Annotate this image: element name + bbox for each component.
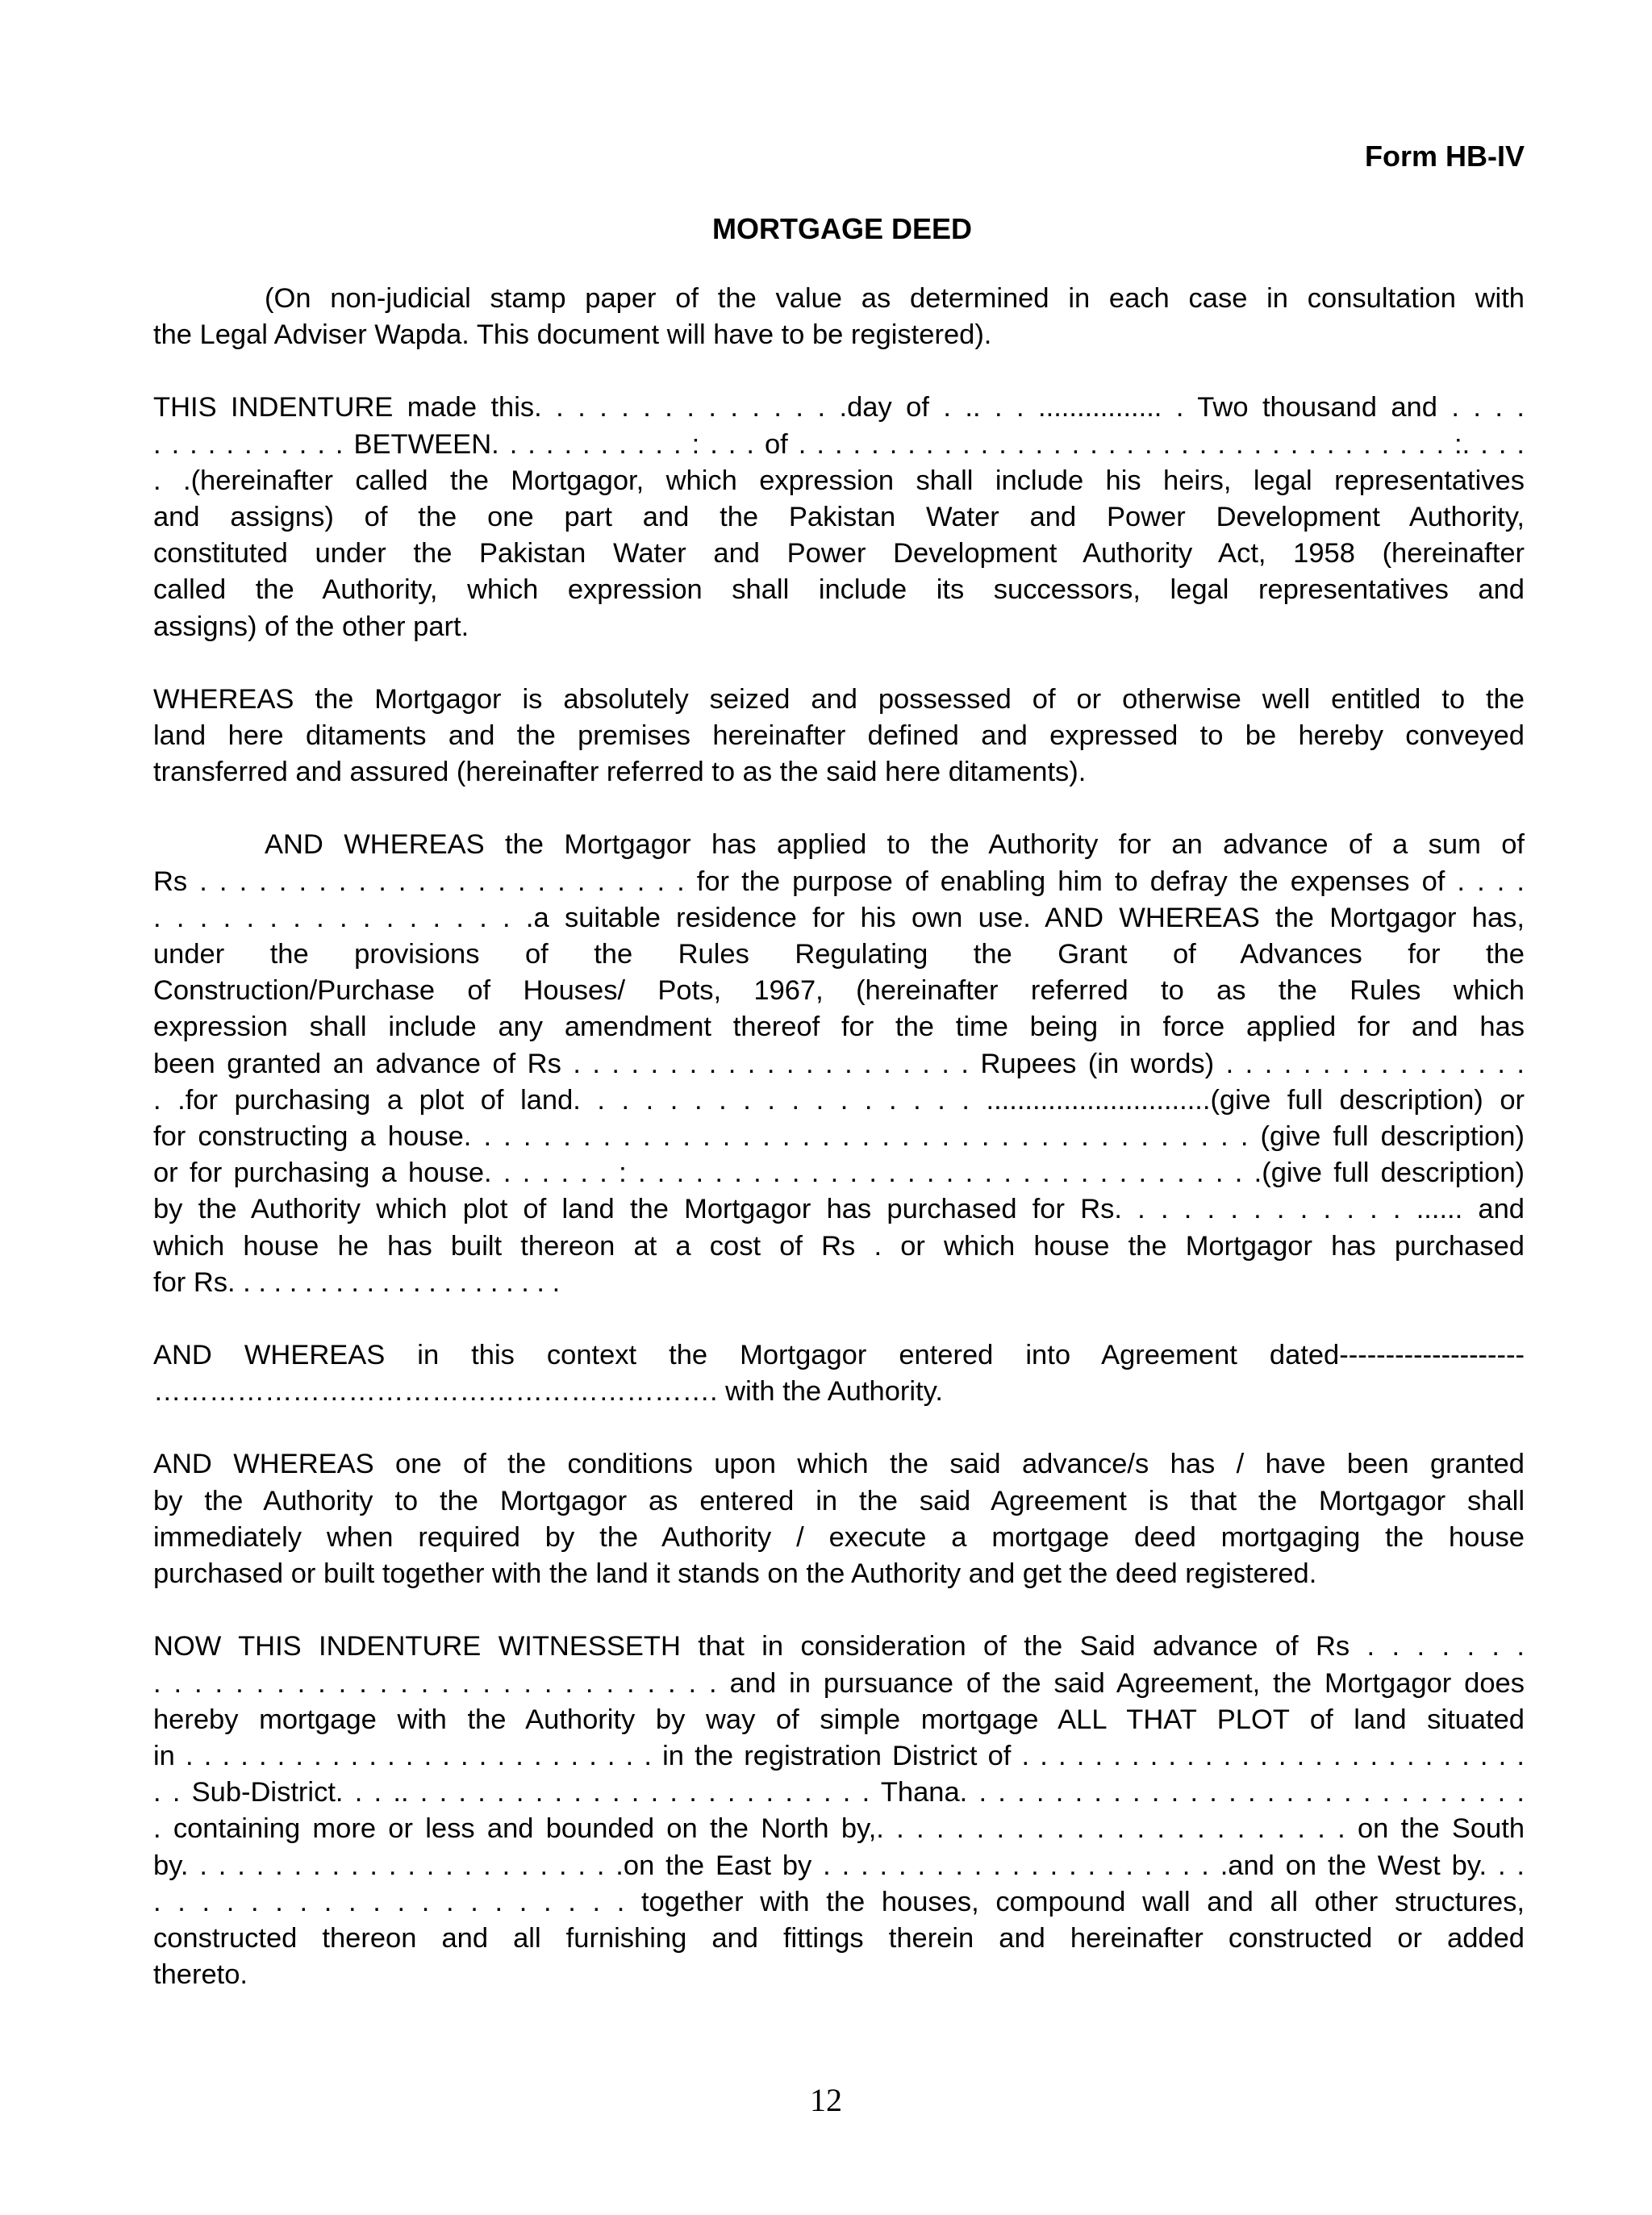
text-line: Construction/Purchase of Houses/ Pots, 1967, (hereinafter referred to as the Rules which xyxy=(153,975,1525,1007)
text-line: the Legal Adviser Wapda. This document will have to be registered). xyxy=(153,319,992,351)
paragraph-whereas-agreement xyxy=(153,1337,1525,1410)
text-line: in . . . . . . . . . . . . . . . . . . . . . . . . . . in the registration District of . . . . . . . . . . . . . . . . . . . . . . . . . . . . xyxy=(153,1740,1525,1771)
text-line: and assigns) of the one part and the Pakistan Water and Power Development Authority, xyxy=(153,502,1525,533)
paragraph-whereas-seized xyxy=(153,682,1525,791)
text-line: constructed thereon and all furnishing and fittings therein and hereinafter constructed or added xyxy=(153,1922,1525,1954)
paragraph-stamp-note xyxy=(153,281,1525,353)
deed-body xyxy=(153,281,1525,2029)
text-line: assigns) of the other part. xyxy=(153,611,469,642)
text-line: AND WHEREAS one of the conditions upon which the said advance/s has / have been granted xyxy=(153,1449,1525,1480)
paragraph-witnesseth xyxy=(153,1629,1525,1993)
text-line: called the Authority, which expression shall include its successors, legal representatives and xyxy=(153,574,1525,606)
form-identifier: Form HB-IV xyxy=(1365,140,1525,173)
text-line: . containing more or less and bounded on the North by,. . . . . . . . . . . . . . . . . . . . . . . . on the South xyxy=(153,1813,1525,1845)
text-line: by the Authority to the Mortgagor as entered in the said Agreement is that the Mortgagor shall xyxy=(153,1485,1525,1516)
text-line: under the provisions of the Rules Regulating the Grant of Advances for the xyxy=(153,939,1525,970)
text-line: hereby mortgage with the Authority by way of simple mortgage ALL THAT PLOT of land situated xyxy=(153,1704,1525,1735)
text-line: expression shall include any amendment thereof for the time being in force applied for and has xyxy=(153,1012,1525,1043)
text-line: Rs . . . . . . . . . . . . . . . . . . . . . . . . . for the purpose of enabling him to defray the expenses of . . . . xyxy=(153,866,1525,897)
text-line: or for purchasing a house. . . . . . . : . . . . . . . . . . . . . . . . . . . . . . . . . . . . . . . . .(give full description) xyxy=(153,1158,1525,1189)
text-line: THIS INDENTURE made this. . . . . . . . . . . . . . .day of . .. . . ................ . Two thousand and . . . . xyxy=(153,392,1525,423)
text-line: for constructing a house. . . . . . . . . . . . . . . . . . . . . . . . . . . . . . . . . . . . . . . . (give full description) xyxy=(153,1121,1525,1153)
text-line: thereto. xyxy=(153,1959,248,1991)
text-line: . .(hereinafter called the Mortgagor, which expression shall include his heirs, legal representatives xyxy=(153,465,1525,496)
paragraph-indenture xyxy=(153,390,1525,644)
text-line: NOW THIS INDENTURE WITNESSETH that in consideration of the Said advance of Rs . . . . . . . xyxy=(153,1631,1525,1662)
page-number: 12 xyxy=(810,2082,842,2118)
text-line: constituted under the Pakistan Water and Power Development Authority Act, 1958 (hereinafter xyxy=(153,538,1525,569)
text-line: for Rs. . . . . . . . . . . . . . . . . . . . . . xyxy=(153,1266,561,1298)
text-line: . . . . . . . . . . . . . . . . . . . . . . . . . . . . and in pursuance of the said Agreement, the Mortgagor does xyxy=(153,1667,1525,1699)
text-line: . . . . . . . . . . . . . . . . .a suitable residence for his own use. AND WHEREAS the Mortgagor has, xyxy=(153,902,1525,933)
paragraph-whereas-conditions xyxy=(153,1446,1525,1592)
text-line: purchased or built together with the land it stands on the Authority and get the deed registered. xyxy=(153,1558,1317,1590)
text-line: AND WHEREAS in this context the Mortgagor entered into Agreement dated-------------------- xyxy=(153,1340,1525,1371)
text-line: immediately when required by the Authority / execute a mortgage deed mortgaging the house xyxy=(153,1521,1525,1553)
paragraph-whereas-advance xyxy=(153,827,1525,1301)
document-title: MORTGAGE DEED xyxy=(711,212,972,245)
text-line: . . . . . . . . . . . BETWEEN. . . . . . . . . . . : . . . of . . . . . . . . . . . . . . . . . . . . . . . . . . . . . . . . . . . . :. . . . xyxy=(153,428,1525,460)
text-line: (On non-judicial stamp paper of the value as determined in each case in consultation with xyxy=(265,283,1525,314)
text-line: by. . . . . . . . . . . . . . . . . . . . . . . .on the East by . . . . . . . . . . . . . . . . . . . . . .and on the West by. . . xyxy=(153,1850,1525,1881)
text-line: . . Sub-District. . . .. . . . . . . . . . . . . . . . . . . . . . . . . Thana. . . . . . . . . . . . . . . . . . . . . . . . . . . . . . xyxy=(153,1777,1525,1808)
text-line: AND WHEREAS the Mortgagor has applied to the Authority for an advance of a sum of xyxy=(265,829,1525,861)
text-line: . . . . . . . . . . . . . . . . . . . . together with the houses, compound wall and all other structures, xyxy=(153,1886,1525,1917)
text-line: which house he has built thereon at a cost of Rs . or which house the Mortgagor has purchased xyxy=(153,1230,1525,1262)
text-line: . .for purchasing a plot of land. . . . . . . . . . . . . . . . . .............................(give full description) or xyxy=(153,1084,1525,1116)
text-line: land here ditaments and the premises hereinafter defined and expressed to be hereby conveyed xyxy=(153,720,1525,752)
text-line: transferred and assured (hereinafter referred to as the said here ditaments). xyxy=(153,757,1087,788)
text-line: ……………………………………………………. with the Authority. xyxy=(153,1376,943,1408)
text-line: WHEREAS the Mortgagor is absolutely seized and possessed of or otherwise well entitled to the xyxy=(153,683,1525,715)
text-line: by the Authority which plot of land the Mortgagor has purchased for Rs. . . . . . . . . . . . . ...... and xyxy=(153,1194,1525,1225)
text-line: been granted an advance of Rs . . . . . . . . . . . . . . . . . . . . . Rupees (in words) . . . . . . . . . . . . . . . . xyxy=(153,1048,1525,1079)
